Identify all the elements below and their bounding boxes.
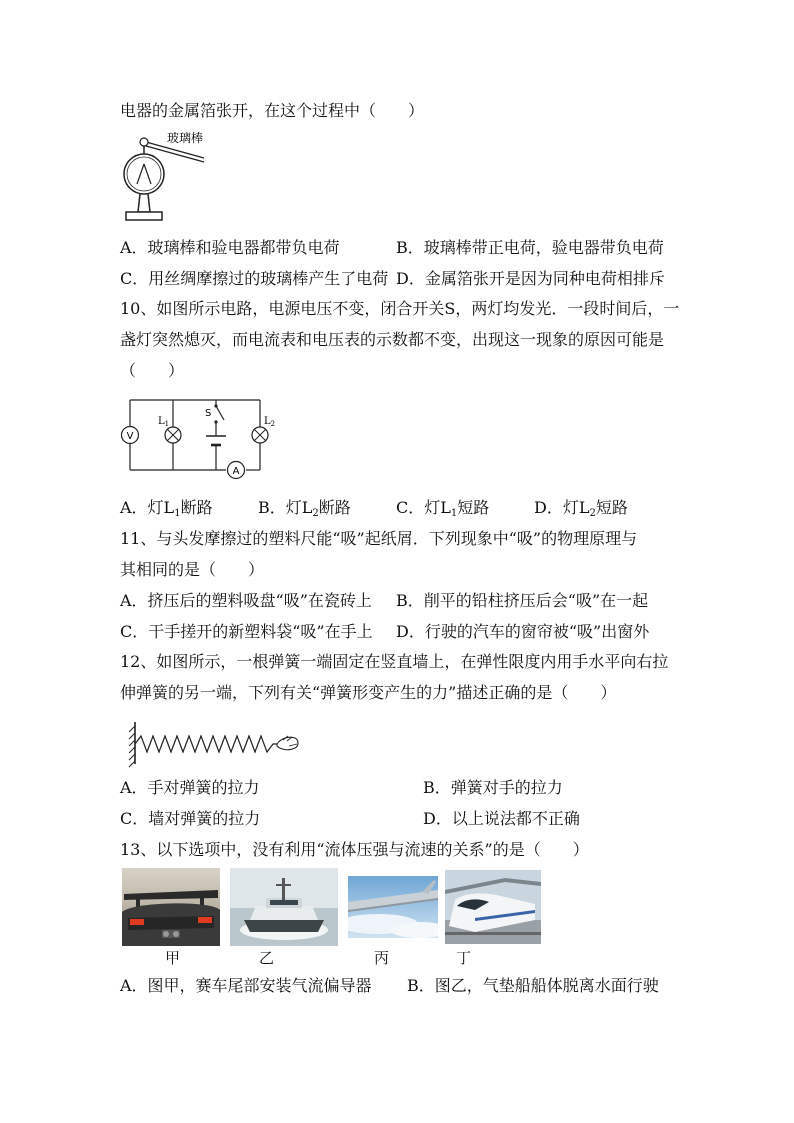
q12-option-b[interactable]: B．弹簧对手的拉力 <box>423 778 563 797</box>
q9-option-d[interactable]: D．金属箔张开是因为同种电荷相排斥 <box>396 269 665 288</box>
q9-stem-tail: 电器的金属箔张开，在这个过程中（ ） <box>120 101 425 120</box>
svg-text:L1: $L_1$ <box>158 416 170 428</box>
q13-option-a[interactable]: A．图甲，赛车尾部安装气流偏导器 <box>120 976 372 995</box>
svg-text:L2: $L_2$ <box>264 416 276 428</box>
electroscope-figure <box>112 128 212 228</box>
q11-option-a[interactable]: A．挤压后的塑料吸盘“吸”在瓷砖上 <box>120 591 372 610</box>
q9-option-b[interactable]: B．玻璃棒带正电荷，验电器带负电荷 <box>396 238 664 257</box>
svg-text:V: V <box>126 431 134 442</box>
q13-stem-line1: 13、以下选项中，没有利用“流体压强与流速的关系”的是（ ） <box>120 840 589 859</box>
q10-option-c[interactable]: C．灯$L_1$短路 <box>396 498 490 519</box>
caption-yi: 乙 <box>259 949 275 967</box>
q9-option-c[interactable]: C．用丝绸摩擦过的玻璃棒产生了电荷 <box>120 269 389 288</box>
q10-stem-line1: 10、如图所示电路，电源电压不变，闭合开关S，两灯均发光．一段时间后，一 <box>120 299 680 318</box>
svg-text:A: A <box>232 466 240 477</box>
high-speed-train-photo <box>445 870 541 944</box>
caption-jia: 甲 <box>165 949 181 967</box>
q10-option-a[interactable]: A．灯$L_1$断路 <box>120 498 213 519</box>
glass-rod-label: 玻璃棒 <box>167 131 204 145</box>
caption-bing: 丙 <box>374 949 390 967</box>
q11-option-c[interactable]: C．干手搓开的新塑料袋“吸”在手上 <box>120 622 373 641</box>
hand-icon <box>277 737 298 749</box>
svg-text:S: S <box>205 408 212 419</box>
q12-stem-line1: 12、如图所示，一根弹簧一端固定在竖直墙上，在弹性限度内用手水平向右拉 <box>120 652 669 671</box>
q12-option-c[interactable]: C．墙对弹簧的拉力 <box>120 809 261 828</box>
hovercraft-photo <box>230 868 338 946</box>
q10-stem-line3: （ ） <box>120 361 185 380</box>
q13-option-b[interactable]: B．图乙，气垫船船体脱离水面行驶 <box>407 976 659 995</box>
q12-option-a[interactable]: A．手对弹簧的拉力 <box>120 778 260 797</box>
q10-option-b[interactable]: B．灯$L_2$断路 <box>258 498 351 519</box>
q11-stem-line1: 11、与头发摩擦过的塑料尺能“吸”起纸屑．下列现象中“吸”的物理原理与 <box>120 529 638 548</box>
race-car-photo <box>122 868 220 946</box>
caption-ding: 丁 <box>456 949 472 967</box>
q10-option-d[interactable]: D．灯$L_2$短路 <box>534 498 628 519</box>
spring-figure <box>125 718 305 768</box>
circuit-figure <box>118 392 278 484</box>
q11-option-b[interactable]: B．削平的铅柱挤压后会“吸”在一起 <box>396 591 649 610</box>
q12-option-d[interactable]: D．以上说法都不正确 <box>423 809 580 828</box>
q9-option-a[interactable]: A．玻璃棒和验电器都带负电荷 <box>120 238 340 257</box>
q11-option-d[interactable]: D．行驶的汽车的窗帘被“吸”出窗外 <box>396 622 650 641</box>
q12-stem-line2: 伸弹簧的另一端，下列有关“弹簧形变产生的力”描述正确的是（ ） <box>120 683 617 702</box>
q11-stem-line2: 其相同的是（ ） <box>120 560 265 579</box>
q10-stem-line2: 盏灯突然熄灭，而电流表和电压表的示数都不变，出现这一现象的原因可能是 <box>120 330 665 349</box>
airplane-wing-photo <box>348 876 438 938</box>
